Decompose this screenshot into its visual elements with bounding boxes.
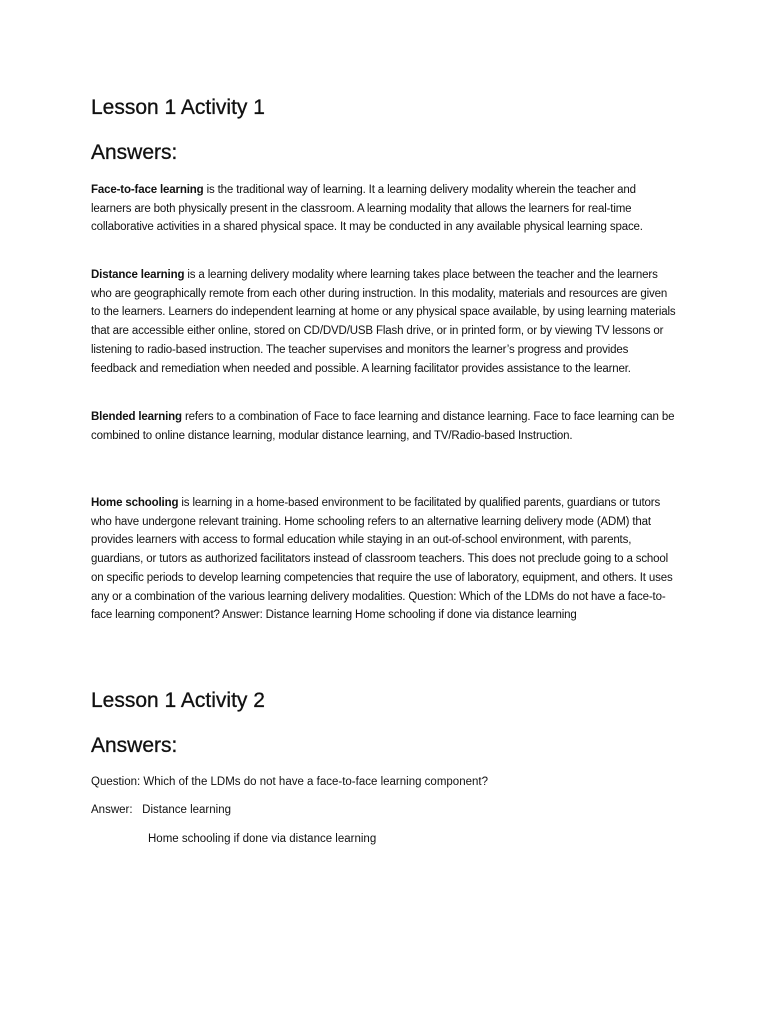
answer-distance-learning: Distance learning [142, 804, 231, 816]
term-home-schooling: Home schooling [91, 497, 179, 509]
paragraph-home-schooling [91, 494, 676, 625]
activity-2-question: Question: Which of the LDMs do not have a face-to-face learning component? [91, 776, 488, 788]
answer-label: Answer: [91, 804, 133, 816]
paragraph-home-schooling-text: is learning in a home-based environment to be facilitated by qualified parents, guardians or tutors who have undergone relevant training. Home schooling refers to an alternative learning delivery mode (ADM) that provides learners with access to formal education while staying in an out-of-school environment, with parents, guardians, or tutors as authorized facilitators instead of classroom teachers. This does not preclude going to a school on specific periods to develop learning competencies that require the use of laboratory, equipment, and others. It uses any or a combination of the various learning delivery modalities. Question: Which of the LDMs do not have a face-to-face learning component? Answer: Distance learning Home schooling if done via distance learning [91, 497, 673, 622]
paragraph-face-to-face-text: is the traditional way of learning. It a learning delivery modality wherein the teacher and learners are both physically present in the classroom. A learning modality that allows the learners for real-time collaborative activities in a shared physical space. It may be conducted in any available physical learning space. [91, 184, 643, 234]
paragraph-blended-learning-text: refers to a combination of Face to face learning and distance learning. Face to face learning can be combined to online distance learning, modular distance learning, and TV/Radio-based Instruction. [91, 411, 675, 442]
activity-2-answers-heading: Answers: [91, 734, 178, 757]
activity-1-answers-heading: Answers: [91, 141, 178, 164]
paragraph-blended-learning [91, 408, 676, 445]
term-face-to-face: Face-to-face learning [91, 184, 204, 196]
paragraph-distance-learning [91, 266, 676, 378]
activity-2-title: Lesson 1 Activity 2 [91, 689, 265, 712]
term-blended-learning: Blended learning [91, 411, 182, 423]
paragraph-distance-learning-text: is a learning delivery modality where learning takes place between the teacher and the learners who are geographically remote from each other during instruction. In this modality, materials and resources are given to the learners. Learners do independent learning at home or any physical space available, by using learning materials that are accessible either online, stored on CD/DVD/USB Flash drive, or in printed form, or by viewing TV lessons or listening to radio-based instruction. The teacher supervises and monitors the learner’s progress and provides feedback and remediation when needed and possible. A learning facilitator provides assistance to the learner. [91, 269, 676, 375]
activity-1-title: Lesson 1 Activity 1 [91, 96, 265, 119]
activity-2-answer-line [91, 801, 231, 819]
term-distance-learning: Distance learning [91, 269, 185, 281]
paragraph-face-to-face [91, 181, 676, 237]
answer-home-schooling: Home schooling if done via distance learning [148, 833, 377, 845]
